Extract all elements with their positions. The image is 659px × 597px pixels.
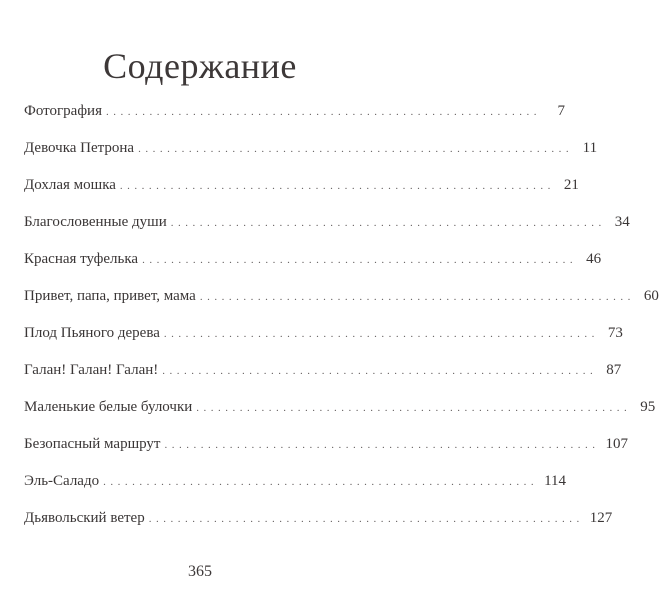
toc-entry [24,241,602,278]
dot-leader: ............................................................ [199,291,635,303]
dot-leader: ............................................................ [138,143,574,155]
toc-entry [24,426,628,463]
toc-entry [24,93,565,130]
toc-entry [24,204,630,241]
toc-entry [24,130,598,167]
toc-entry [24,167,579,204]
toc-entry-page: 127 [589,510,613,526]
toc-entry-title: Девочка Петрона [24,140,135,156]
dot-leader: ............................................................ [103,476,539,488]
dot-leader: ............................................................ [148,513,584,525]
toc-entry-page: 21 [563,177,579,193]
toc-entry-title: Галан! Галан! Галан! [24,362,159,378]
toc-entry [24,352,622,389]
page-number: 365 [188,563,212,580]
toc-entry-title: Плод Пьяного дерева [24,325,160,341]
toc-entry-title: Привет, папа, привет, мама [24,288,196,304]
dot-leader: ............................................................ [196,402,632,414]
dot-leader: ............................................................ [162,365,598,377]
toc-entry-page: 7 [557,103,565,119]
toc-entry-page: 73 [607,325,623,341]
toc-entry-page: 87 [606,362,622,378]
dot-leader: ............................................................ [105,106,541,118]
dot-leader: ............................................................ [142,254,578,266]
table-of-contents [24,93,659,537]
toc-entry [24,278,659,315]
dot-leader: ............................................................ [119,180,555,192]
toc-entry [24,315,623,352]
toc-entry [24,389,656,426]
toc-entry-page: 95 [640,399,656,415]
dot-leader: ............................................................ [170,217,606,229]
toc-entry-page: 34 [614,214,630,230]
toc-entry [24,463,567,500]
toc-entry-title: Маленькие белые булочки [24,399,193,415]
toc-entry-page: 46 [586,251,602,267]
dot-leader: ............................................................ [164,439,600,451]
toc-entry-page: 11 [582,140,598,156]
toc-entry-title: Дохлая мошка [24,177,116,193]
toc-entry-title: Благословенные души [24,214,167,230]
toc-entry [24,500,613,537]
toc-entry-title: Фотография [24,103,102,119]
page-title: Содержание [103,46,297,86]
toc-entry-title: Дьявольский ветер [24,510,145,526]
toc-entry-page: 107 [605,436,628,452]
toc-entry-page: 114 [544,473,567,489]
dot-leader: ............................................................ [163,328,599,340]
toc-entry-title: Красная туфелька [24,251,139,267]
toc-entry-page: 60 [643,288,659,304]
toc-entry-title: Эль-Саладо [24,473,100,489]
toc-entry-title: Безопасный маршрут [24,436,161,452]
